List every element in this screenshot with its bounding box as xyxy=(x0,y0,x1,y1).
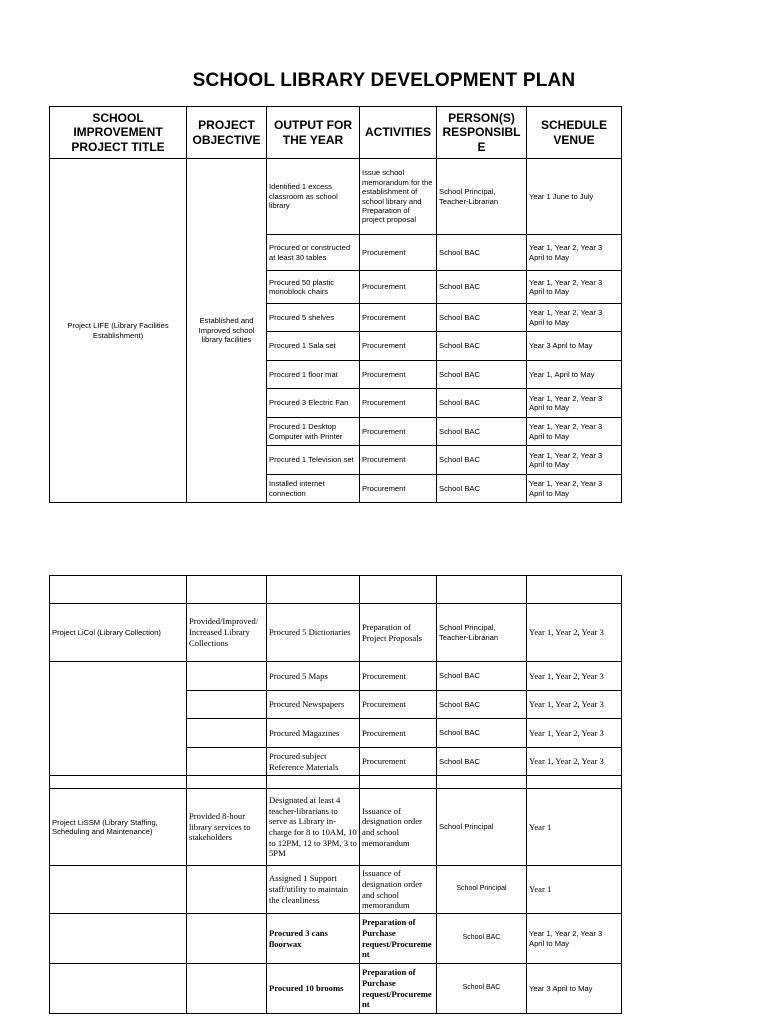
activity-cell: Issuance of designation order and school memorandum xyxy=(360,789,437,866)
schedule-cell: Year 1, Year 2, Year 3 April to May xyxy=(527,271,622,304)
spacer-row xyxy=(50,776,622,789)
person-cell: School BAC xyxy=(437,475,527,503)
output-cell: Procured subject Reference Materials xyxy=(267,748,360,776)
person-cell: School BAC xyxy=(437,914,527,964)
schedule-cell: Year 1, Year 2, Year 3 xyxy=(527,719,622,748)
activity-cell: Preparation of Purchase request/Procurement xyxy=(360,914,437,964)
schedule-cell: Year 1 June to July xyxy=(527,159,622,235)
output-cell: Installed internet connection xyxy=(267,475,360,503)
activity-cell: Procurement xyxy=(360,304,437,332)
output-cell: Procured 3 Electric Fan xyxy=(267,389,360,418)
schedule-cell: Year 3 April to May xyxy=(527,964,622,1014)
activity-cell: Issuance of designation order and school memorandum xyxy=(360,866,437,914)
activity-cell: Procurement xyxy=(360,235,437,271)
person-cell: School BAC xyxy=(437,418,527,446)
schedule-cell: Year 1, Year 2, Year 3 April to May xyxy=(527,914,622,964)
output-cell: Procured 1 Television set xyxy=(267,446,360,475)
table-row xyxy=(50,964,622,1014)
person-cell: School Principal xyxy=(437,789,527,866)
output-cell: Procured 3 cans floorwax xyxy=(267,914,360,964)
person-cell: School BAC xyxy=(437,964,527,1014)
schedule-cell: Year 1, Year 2, Year 3 April to May xyxy=(527,389,622,418)
project-title-cell: Project LiCol (Library Collection) xyxy=(50,604,187,662)
objective-cell: Provided/Improved/ Increased Library Collections xyxy=(187,604,267,662)
output-cell: Designated at least 4 teacher-librarians to serve as Library in-charge for 8 to 10AM, 10 to 12PM, 12 to 3PM, 3 to 5PM xyxy=(267,789,360,866)
table-row xyxy=(50,789,622,866)
activity-cell: Procurement xyxy=(360,662,437,691)
person-cell: School BAC xyxy=(437,446,527,475)
person-cell: School Principal xyxy=(437,866,527,914)
schedule-cell: Year 1, Year 2, Year 3 xyxy=(527,662,622,691)
activity-cell: Procurement xyxy=(360,475,437,503)
page-title: SCHOOL LIBRARY DEVELOPMENT PLAN xyxy=(192,70,576,91)
schedule-cell: Year 3 April to May xyxy=(527,332,622,361)
header-project-title: SCHOOL IMPROVEMENT PROJECT TITLE xyxy=(50,107,187,159)
output-cell: Procured 1 Desktop Computer with Printer xyxy=(267,418,360,446)
output-cell: Procured 5 Maps xyxy=(267,662,360,691)
header-objective: PROJECT OBJECTIVE xyxy=(187,107,267,159)
activity-cell: Procurement xyxy=(360,389,437,418)
header-activities: ACTIVITIES xyxy=(360,107,437,159)
output-cell: Procured 10 brooms xyxy=(267,964,360,1014)
person-cell: School BAC xyxy=(437,332,527,361)
activity-cell: Procurement xyxy=(360,361,437,389)
activity-cell: Issue school memorandum for the establishment of school library and Preparation of project proposal xyxy=(360,159,437,235)
activity-cell: Preparation of Project Proposals xyxy=(360,604,437,662)
schedule-cell: Year 1, Year 2, Year 3 xyxy=(527,604,622,662)
header-output: OUTPUT FOR THE YEAR xyxy=(267,107,360,159)
activity-cell: Procurement xyxy=(360,719,437,748)
schedule-cell: Year 1, Year 2, Year 3 April to May xyxy=(527,475,622,503)
person-cell: School BAC xyxy=(437,748,527,776)
project-title-cell: Project LIFE (Library Facilities Establishment) xyxy=(50,159,187,503)
person-cell: School BAC xyxy=(437,271,527,304)
output-cell: Procured 5 shelves xyxy=(267,304,360,332)
activity-cell: Procurement xyxy=(360,691,437,719)
objective-cell: Provided 8-hour library services to stakeholders xyxy=(187,789,267,866)
person-cell: School BAC xyxy=(437,719,527,748)
person-cell: School BAC xyxy=(437,389,527,418)
activity-cell: Procurement xyxy=(360,271,437,304)
schedule-cell: Year 1, Year 2, Year 3 April to May xyxy=(527,235,622,271)
schedule-cell: Year 1, Year 2, Year 3 April to May xyxy=(527,418,622,446)
output-cell: Procured 1 Sala set xyxy=(267,332,360,361)
person-cell: School Principal, Teacher-Librarian xyxy=(437,159,527,235)
activity-cell: Procurement xyxy=(360,748,437,776)
empty-row xyxy=(50,576,622,604)
output-cell: Identified 1 excess classroom as school library xyxy=(267,159,360,235)
table-row xyxy=(50,604,622,662)
person-cell: School BAC xyxy=(437,235,527,271)
output-cell: Procured 5 Dictionaries xyxy=(267,604,360,662)
person-cell: School BAC xyxy=(437,361,527,389)
schedule-cell: Year 1 xyxy=(527,866,622,914)
header-persons: PERSON(S) RESPONSIBLE xyxy=(437,107,527,159)
activity-cell: Procurement xyxy=(360,332,437,361)
table-row xyxy=(50,914,622,964)
activity-cell: Preparation of Purchase request/Procurement xyxy=(360,964,437,1014)
person-cell: School BAC xyxy=(437,304,527,332)
development-plan-table-1 xyxy=(49,106,622,503)
project-title-cell: Project LiSSM (Library Staffing, Scheduling and Maintenance) xyxy=(50,789,187,866)
table-row xyxy=(50,662,622,691)
person-cell: School Principal, Teacher-Librarian xyxy=(437,604,527,662)
schedule-cell: Year 1, Year 2, Year 3 xyxy=(527,691,622,719)
output-cell: Assigned 1 Support staff/utility to maintain the cleanliness xyxy=(267,866,360,914)
schedule-cell: Year 1, Year 2, Year 3 xyxy=(527,748,622,776)
output-cell: Procured Newspapers xyxy=(267,691,360,719)
schedule-cell: Year 1 xyxy=(527,789,622,866)
activity-cell: Procurement xyxy=(360,418,437,446)
output-cell: Procured or constructed at least 30 tables xyxy=(267,235,360,271)
table-row xyxy=(50,159,622,235)
schedule-cell: Year 1, Year 2, Year 3 April to May xyxy=(527,304,622,332)
schedule-cell: Year 1, April to May xyxy=(527,361,622,389)
output-cell: Procured Magazines xyxy=(267,719,360,748)
development-plan-table-2 xyxy=(49,575,622,1014)
person-cell: School BAC xyxy=(437,662,527,691)
header-row xyxy=(50,107,622,159)
output-cell: Procured 50 plastic monoblock chairs xyxy=(267,271,360,304)
schedule-cell: Year 1, Year 2, Year 3 April to May xyxy=(527,446,622,475)
table-row xyxy=(50,866,622,914)
output-cell: Procured 1 floor mat xyxy=(267,361,360,389)
header-schedule: SCHEDULE VENUE xyxy=(527,107,622,159)
person-cell: School BAC xyxy=(437,691,527,719)
activity-cell: Procurement xyxy=(360,446,437,475)
objective-cell: Established and Improved school library facilities xyxy=(187,159,267,503)
